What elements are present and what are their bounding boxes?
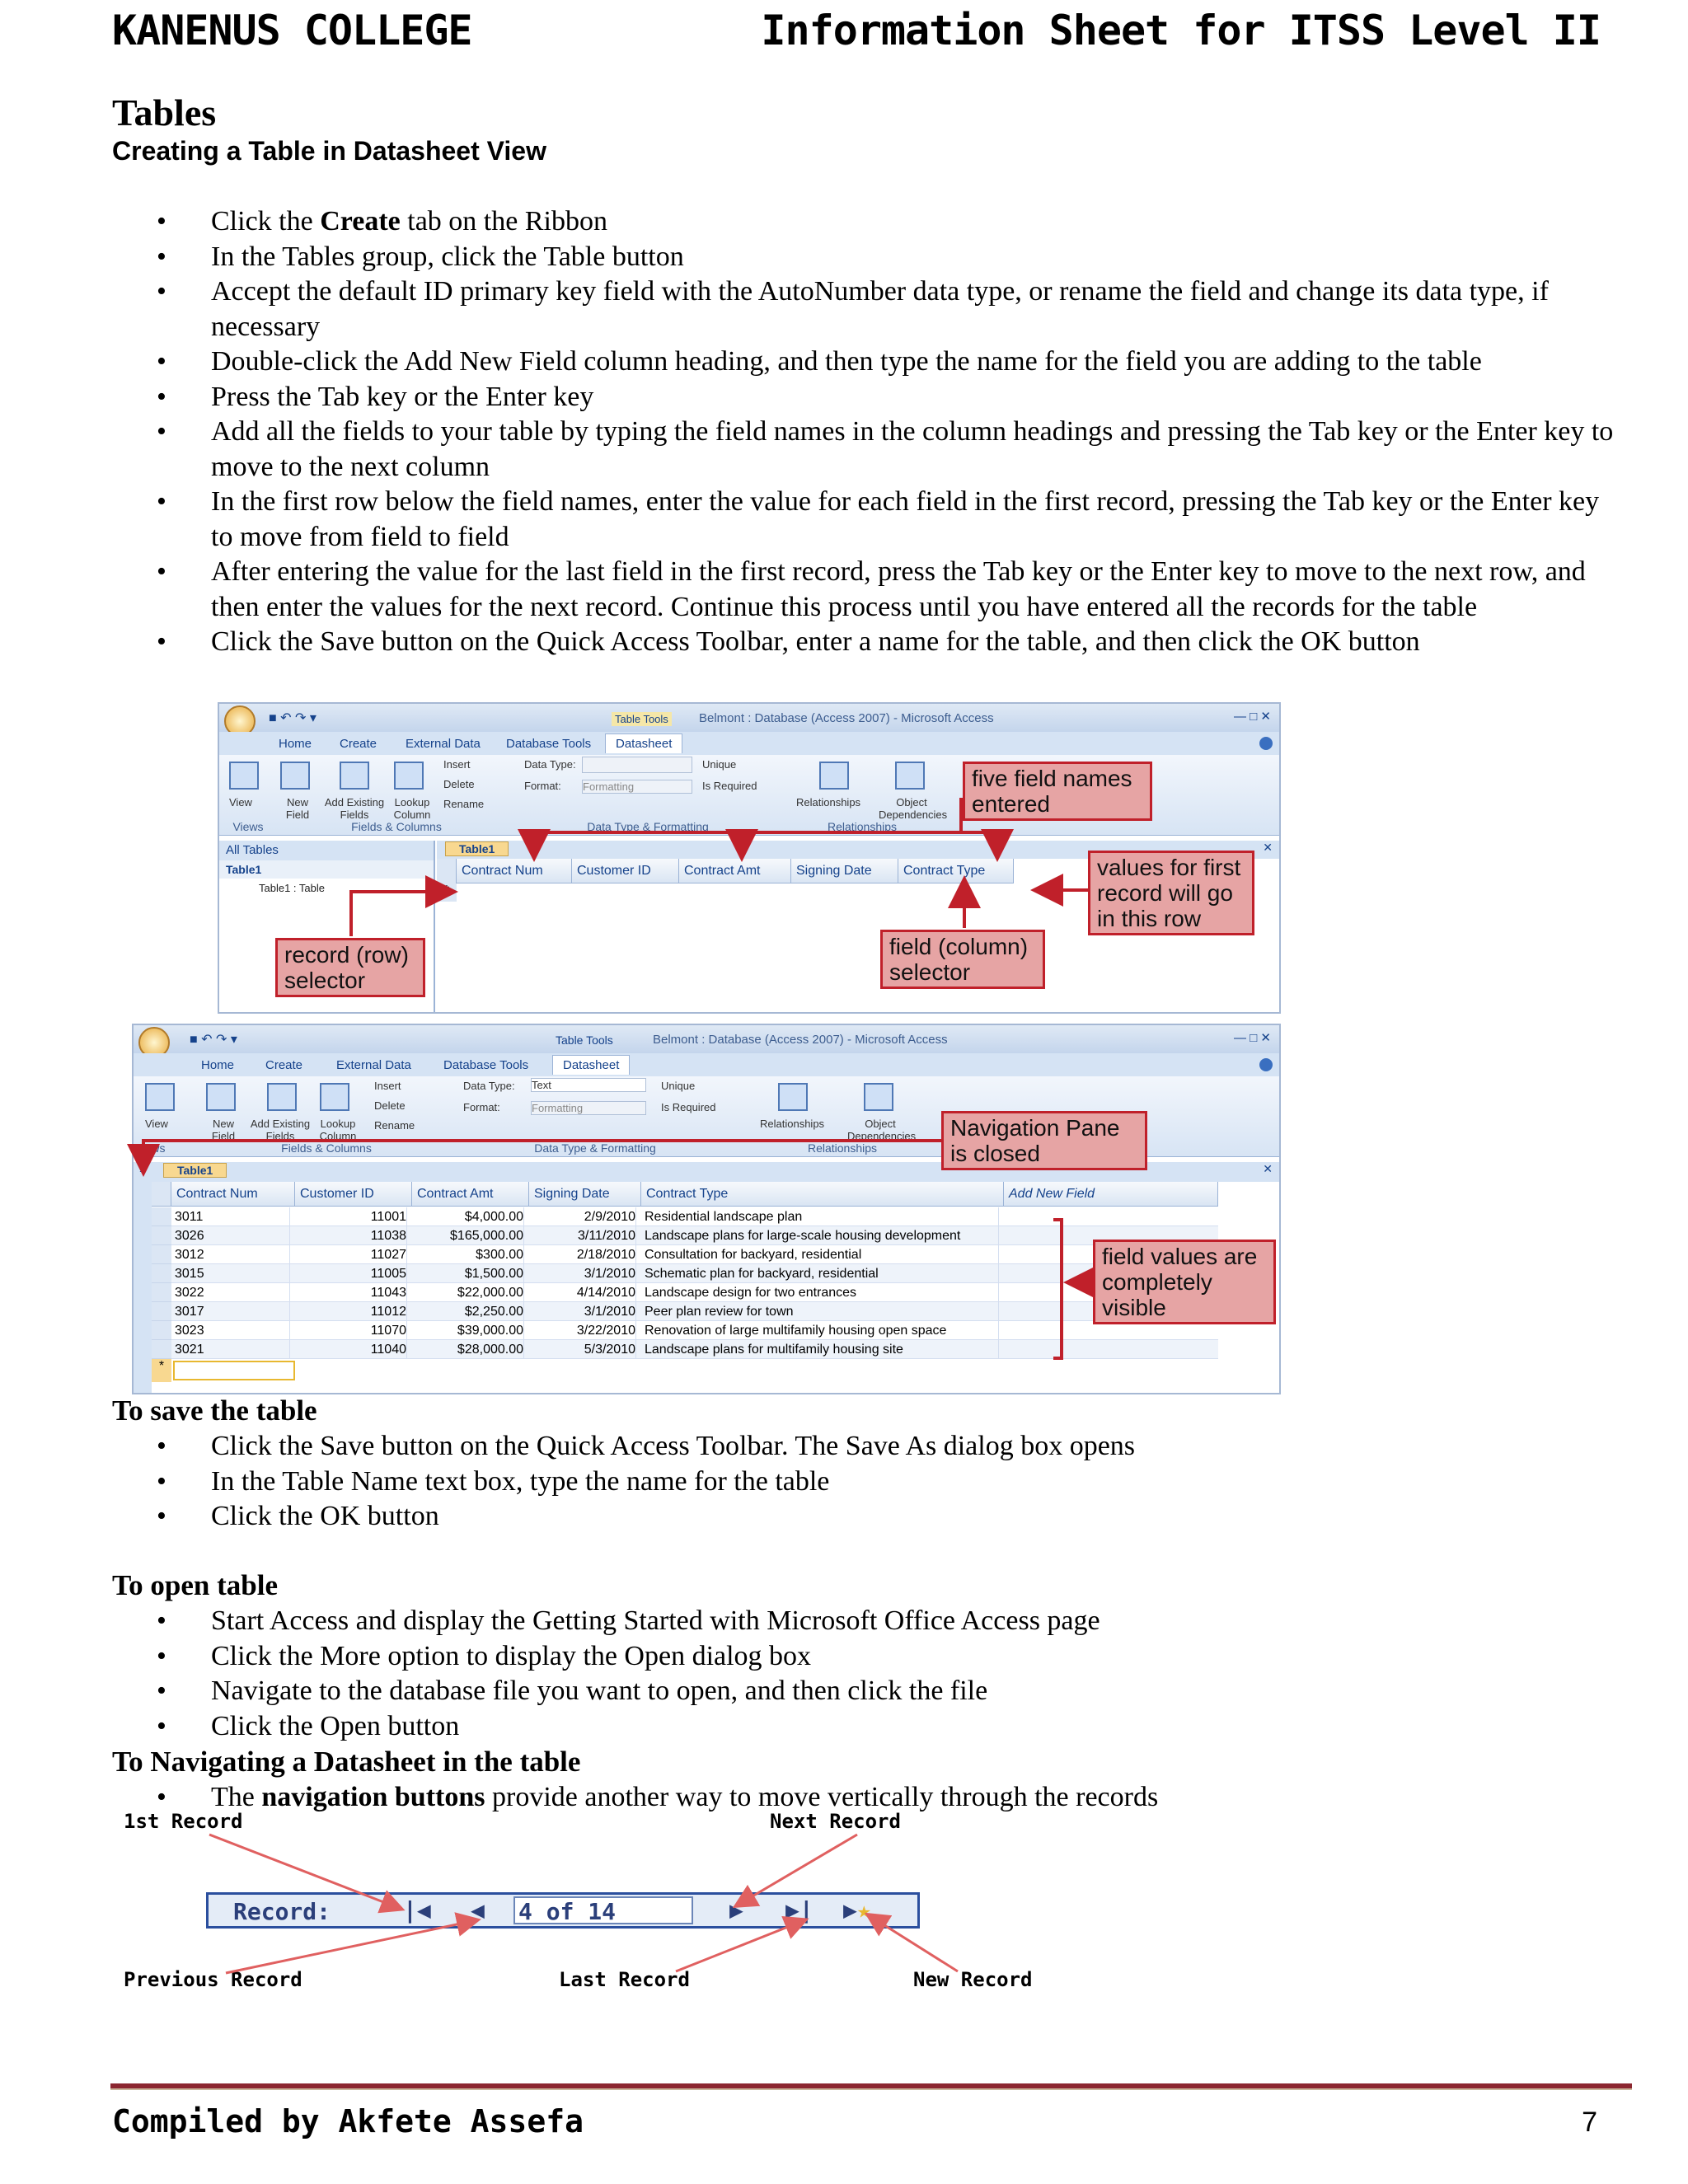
list-item: • In the Tables group, click the Table button [157, 240, 1624, 275]
table-cell[interactable]: 3/1/2010 [532, 1264, 636, 1283]
column-header[interactable]: Contract Num [457, 859, 572, 883]
table-cell[interactable]: 3/11/2010 [532, 1226, 636, 1245]
table-cell[interactable]: 2/18/2010 [532, 1245, 636, 1264]
list-item: • Start Access and display the Getting Started with Microsoft Office Access page [157, 1604, 1624, 1639]
new-field-button[interactable]: New Field [211, 1118, 236, 1142]
list-item: • Click the Create tab on the Ribbon [157, 204, 1624, 240]
table-cell[interactable]: Schematic plan for backyard, residential [645, 1264, 999, 1283]
nav-pane-header[interactable]: All Tables [219, 841, 434, 860]
format-label: Format: [524, 780, 561, 792]
table-cell[interactable]: 3017 [175, 1302, 290, 1321]
format-select[interactable]: Formatting [582, 780, 692, 794]
data-type-select[interactable]: Text [531, 1078, 646, 1092]
list-item: • Navigate to the database file you want to open, and then click the file [157, 1674, 1624, 1709]
data-type-label: Data Type: [524, 758, 576, 771]
footer-compiled-by: Compiled by Akfete Assefa [112, 2103, 584, 2139]
object-dependencies-button[interactable]: Object Dependencies [847, 1118, 917, 1142]
format-label: Format: [463, 1101, 500, 1113]
tab-external-data[interactable]: External Data [336, 1058, 411, 1072]
delete-button[interactable]: Delete [374, 1099, 406, 1112]
column-header[interactable]: Signing Date [529, 1182, 641, 1207]
list-item: • Click the Save button on the Quick Access Toolbar, enter a name for the table, and then click the OK button [157, 625, 1624, 660]
table-cell[interactable]: Renovation of large multifamily housing open space [645, 1321, 999, 1340]
group-label-fields-columns: Fields & Columns [351, 820, 442, 833]
table-cell[interactable]: 11043 [298, 1283, 407, 1302]
window-title: Belmont : Database (Access 2007) - Microsoft Access [653, 1033, 948, 1047]
navigating-heading: To Navigating a Datasheet in the table [112, 1746, 581, 1778]
list-item: • Accept the default ID primary key field with the AutoNumber data type, or rename the field and change its data type, if necessary [157, 274, 1624, 344]
table-cell[interactable]: $39,000.00 [415, 1321, 524, 1340]
add-existing-fields-button[interactable]: Add Existing Fields [324, 796, 385, 821]
nav-pane-group[interactable]: Table1 [219, 860, 434, 879]
view-button[interactable]: View [145, 1118, 168, 1130]
callout-field-values-visible: field values are completely visible [1093, 1240, 1276, 1324]
list-item: • Click the Open button [157, 1709, 1624, 1745]
group-label-data-type: Data Type & Formatting [534, 1141, 656, 1155]
group-label-fields-columns: Fields & Columns [281, 1141, 372, 1155]
save-heading: To save the table [112, 1394, 317, 1427]
doc-tab-table1[interactable]: Table1 [445, 841, 509, 856]
callout-first-record-row: values for first record will go in this row [1088, 851, 1254, 935]
tab-datasheet[interactable]: Datasheet [605, 733, 682, 753]
context-tab-label: Table Tools [556, 1033, 613, 1047]
table-cell[interactable]: 5/3/2010 [532, 1340, 636, 1359]
table-cell[interactable]: $22,000.00 [415, 1283, 524, 1302]
table-cell[interactable]: $2,250.00 [415, 1302, 524, 1321]
tab-external-data[interactable]: External Data [406, 737, 481, 751]
column-header[interactable]: Contract Amt [679, 859, 791, 883]
table-cell[interactable]: Residential landscape plan [645, 1207, 999, 1226]
label-next-record: Next Record [770, 1810, 901, 1833]
label-last-record: Last Record [559, 1968, 690, 1991]
data-type-label: Data Type: [463, 1080, 515, 1092]
table-cell[interactable]: Landscape design for two entrances [645, 1283, 999, 1302]
tab-home[interactable]: Home [279, 737, 312, 751]
new-record-button-icon[interactable]: ▶★ [843, 1896, 871, 1924]
table-cell[interactable]: Consultation for backyard, residential [645, 1245, 999, 1264]
callout-field-selector: field (column) selector [880, 930, 1045, 989]
group-label-data-type: Data Type & Formatting [587, 820, 709, 833]
table-cell[interactable]: 3026 [175, 1226, 290, 1245]
close-icon[interactable]: ✕ [1263, 841, 1273, 854]
insert-button[interactable]: Insert [374, 1080, 401, 1092]
list-item: • In the Table Name text box, type the name for the table [157, 1465, 1624, 1500]
label-previous-record: Previous Record [124, 1968, 302, 1991]
list-item: • Add all the fields to your table by typing the field names in the column headings and pressing the Tab key or the Enter key to move to the next column [157, 415, 1624, 485]
column-header[interactable]: Contract Amt [412, 1182, 529, 1207]
is-required-checkbox[interactable]: Is Required [702, 780, 757, 792]
relationships-button[interactable]: Relationships [760, 1118, 825, 1130]
lookup-column-button[interactable]: Lookup Column [319, 1118, 357, 1142]
table-cell[interactable]: 11040 [298, 1340, 407, 1359]
list-item: • Press the Tab key or the Enter key [157, 380, 1624, 415]
tab-home[interactable]: Home [201, 1058, 235, 1072]
next-record-button-icon[interactable]: ▶ [729, 1896, 743, 1924]
table-cell[interactable]: 3015 [175, 1264, 290, 1283]
header-college: KANENUS COLLEGE [112, 7, 472, 54]
callout-five-field-names: five field names entered [963, 762, 1152, 821]
quick-access-toolbar[interactable]: ■ ↶ ↷ ▾ [269, 711, 316, 725]
table-cell[interactable]: 3022 [175, 1283, 290, 1302]
window-title: Belmont : Database (Access 2007) - Microsoft Access [699, 711, 994, 725]
group-label-views: Views [134, 1141, 166, 1155]
table-cell[interactable]: 2/9/2010 [532, 1207, 636, 1226]
header-sheet-title: Information Sheet for ITSS Level II [761, 7, 1601, 54]
window-controls-icon[interactable]: — □ ✕ [1234, 1031, 1271, 1045]
doc-tab-table1[interactable]: Table1 [163, 1163, 227, 1178]
table-cell[interactable]: 4/14/2010 [532, 1283, 636, 1302]
table-cell[interactable]: 3012 [175, 1245, 290, 1264]
quick-access-toolbar[interactable]: ■ ↶ ↷ ▾ [190, 1033, 237, 1047]
group-label-relationships: Relationships [807, 1141, 878, 1155]
column-header[interactable]: Contract Num [171, 1182, 295, 1207]
last-record-button-icon[interactable]: ▶| [785, 1896, 814, 1924]
tab-database-tools[interactable]: Database Tools [443, 1058, 529, 1072]
list-item: • After entering the value for the last field in the first record, press the Tab key or the Enter key to move to the next row, and then enter the values for the next record. Continue this process until you have entered all the records for the table [157, 555, 1624, 625]
list-item: • Click the More option to display the Open dialog box [157, 1639, 1624, 1675]
table-cell[interactable]: 11012 [298, 1302, 407, 1321]
table-cell[interactable]: 3021 [175, 1340, 290, 1359]
column-header[interactable]: Customer ID [572, 859, 679, 883]
table-cell[interactable]: $4,000.00 [415, 1207, 524, 1226]
window-controls-icon[interactable]: — □ ✕ [1234, 710, 1271, 724]
label-first-record: 1st Record [124, 1810, 243, 1833]
table-cell[interactable]: 11027 [298, 1245, 407, 1264]
record-label: Record: [233, 1898, 331, 1925]
view-button[interactable]: View [229, 796, 252, 808]
column-header[interactable]: Add New Field [1004, 1182, 1218, 1207]
table-cell[interactable]: 3/22/2010 [532, 1321, 636, 1340]
tab-database-tools[interactable]: Database Tools [506, 737, 592, 751]
previous-record-button-icon[interactable]: ◀ [471, 1896, 485, 1924]
open-heading: To open table [112, 1569, 278, 1601]
column-header[interactable]: Contract Type [641, 1182, 1004, 1207]
group-label-views: Views [232, 820, 264, 833]
table-cell[interactable]: 3023 [175, 1321, 290, 1340]
list-item: • The navigation buttons provide another way to move vertically through the records [157, 1780, 1624, 1816]
callout-navigation-pane-closed: Navigation Pane is closed [941, 1111, 1147, 1170]
nav-pane-item-table1[interactable]: Table1 : Table [259, 882, 325, 894]
table-cell[interactable]: 3/1/2010 [532, 1302, 636, 1321]
column-header[interactable]: Signing Date [791, 859, 898, 883]
delete-button[interactable]: Delete [443, 778, 475, 790]
unique-checkbox[interactable]: Unique [661, 1080, 696, 1092]
object-dependencies-button[interactable]: Object Dependencies [879, 796, 948, 821]
table-cell[interactable]: 11038 [298, 1226, 407, 1245]
table-cell[interactable]: Landscape plans for multifamily housing site [645, 1340, 999, 1359]
new-field-button[interactable]: New Field [285, 796, 310, 821]
section-title: Tables [112, 91, 217, 134]
relationships-button[interactable]: Relationships [796, 796, 861, 808]
list-item: • Double-click the Add New Field column heading, and then type the name for the field you are adding to the table [157, 344, 1624, 380]
table-cell[interactable]: $165,000.00 [415, 1226, 524, 1245]
table-cell[interactable]: 11070 [298, 1321, 407, 1340]
table-cell[interactable]: 11001 [298, 1207, 407, 1226]
first-record-button-icon[interactable]: |◀ [403, 1896, 431, 1924]
is-required-checkbox[interactable]: Is Required [661, 1101, 716, 1113]
format-select[interactable]: Formatting [531, 1101, 646, 1115]
section-subtitle: Creating a Table in Datasheet View [112, 136, 546, 166]
list-item: • In the first row below the field names, enter the value for each field in the first record, pressing the Tab key or the Enter key to move from field to field [157, 485, 1624, 555]
record-selector-new[interactable]: * [437, 883, 457, 902]
group-label-relationships: Relationships [827, 820, 898, 833]
table-cell[interactable]: $28,000.00 [415, 1340, 524, 1359]
table-cell[interactable]: $1,500.00 [415, 1264, 524, 1283]
table-cell[interactable]: 11005 [298, 1264, 407, 1283]
rename-button[interactable]: Rename [374, 1119, 415, 1132]
list-item: • Click the Save button on the Quick Access Toolbar. The Save As dialog box opens [157, 1429, 1624, 1465]
tab-create[interactable]: Create [265, 1058, 303, 1072]
label-new-record: New Record [913, 1968, 1033, 1991]
table-cell[interactable]: Peer plan review for town [645, 1302, 999, 1321]
rename-button[interactable]: Rename [443, 798, 485, 810]
close-icon[interactable]: ✕ [1263, 1162, 1273, 1175]
insert-button[interactable]: Insert [443, 758, 471, 771]
table-cell[interactable]: 3011 [175, 1207, 290, 1226]
callout-record-selector: record (row) selector [275, 938, 425, 997]
page-number: 7 [1582, 2107, 1597, 2138]
tab-create[interactable]: Create [340, 737, 377, 751]
list-item: • Click the OK button [157, 1499, 1624, 1535]
record-selector-new[interactable]: * [152, 1359, 171, 1382]
add-existing-fields-button[interactable]: Add Existing Fields [250, 1118, 311, 1142]
current-record-box[interactable]: 4 of 14 [513, 1896, 693, 1924]
column-header[interactable]: Customer ID [295, 1182, 412, 1207]
lookup-column-button[interactable]: Lookup Column [393, 796, 431, 821]
unique-checkbox[interactable]: Unique [702, 758, 737, 771]
shutter-bar[interactable]: » [134, 1162, 152, 1393]
tab-datasheet[interactable]: Datasheet [552, 1055, 630, 1075]
table-cell[interactable]: $300.00 [415, 1245, 524, 1264]
table-cell[interactable]: Landscape plans for large-scale housing development [645, 1226, 999, 1245]
context-tab-label: Table Tools [612, 712, 672, 726]
footer-rule [110, 2083, 1632, 2090]
column-header[interactable]: Contract Type [898, 859, 1014, 883]
